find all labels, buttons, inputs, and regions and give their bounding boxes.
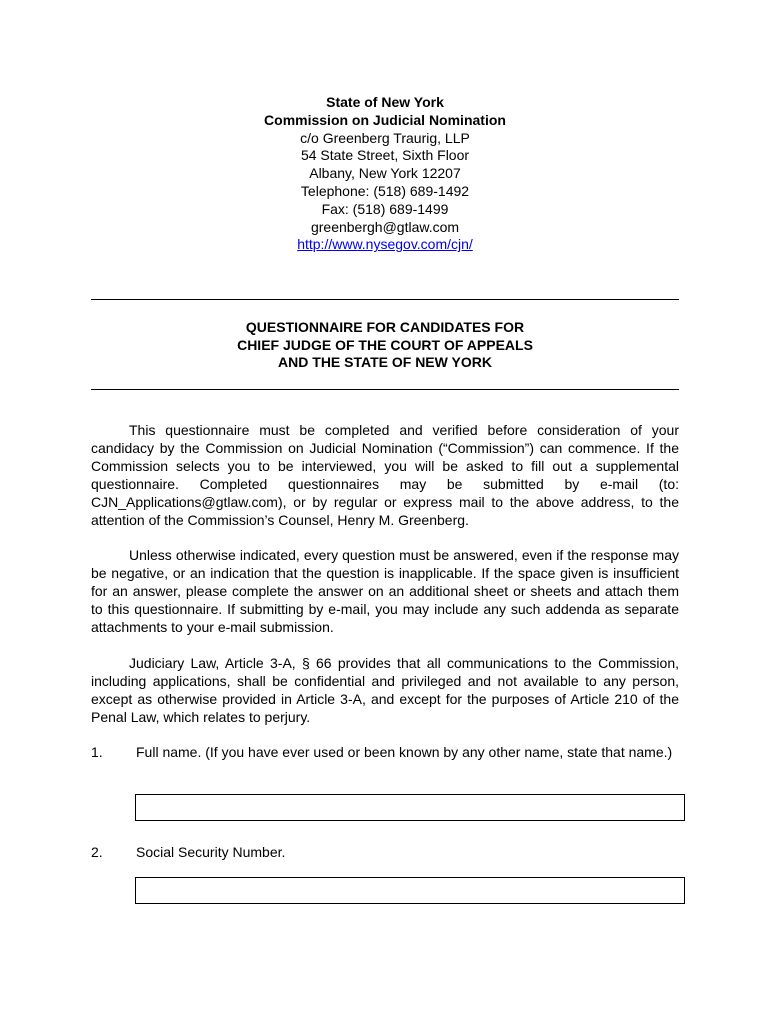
email-line: greenbergh@gtlaw.com bbox=[310, 218, 460, 235]
title-line-3: AND THE STATE OF NEW YORK bbox=[278, 354, 492, 370]
ssn-field[interactable] bbox=[135, 877, 685, 904]
title-line-1: QUESTIONNAIRE FOR CANDIDATES FOR bbox=[245, 319, 525, 335]
question-text: Social Security Number. bbox=[136, 844, 286, 860]
instructions-paragraph: Unless otherwise indicated, every question must be answered, even if the response may be negative, or an indication that the question is inapplicable. If the space given is insufficient for an answer, please complete the answer on an additional sheet or sheets and attach them to this questionnaire. If submitting by e-mail, you may include any such addenda as separate attachments to your e-mail submission. bbox=[91, 547, 679, 635]
top-divider bbox=[91, 299, 679, 300]
bottom-divider bbox=[91, 389, 679, 390]
intro-paragraph: This questionnaire must be completed and verified before consideration of your candidacy by the Commission on Judicial Nomination (“Commission”) can commence. If the Commission selects you to be interviewed, you will be asked to fill out a supplemental questionnaire. Completed questionnaires may be submitted by e-mail (to: CJN_Applications@gtlaw.com), or by regular or express mail to the above address, to the attention of the Commission’s Counsel, Henry M. Greenberg. bbox=[91, 422, 679, 528]
city-address: Albany, New York 12207 bbox=[309, 165, 461, 182]
care-of-line: c/o Greenberg Traurig, LLP bbox=[300, 129, 470, 146]
questionnaire-title bbox=[0, 319, 770, 372]
full-name-field[interactable] bbox=[135, 794, 685, 821]
letterhead bbox=[0, 94, 770, 254]
website-link[interactable]: http://www.nysegov.com/cjn/ bbox=[297, 236, 473, 253]
state-name: State of New York bbox=[326, 94, 444, 110]
question-text: Full name. (If you have ever used or been known by any other name, state that name.) bbox=[136, 744, 673, 760]
confidentiality-paragraph: Judiciary Law, Article 3-A, § 66 provides that all communications to the Commission, including applications, shall be confidential and privileged and not available to any person, except as otherwise provided in Article 3-A, and except for the purposes of Article 210 of the Penal Law, which relates to perjury. bbox=[91, 655, 679, 725]
telephone-line: Telephone: (518) 689-1492 bbox=[300, 182, 470, 199]
title-line-2: CHIEF JUDGE OF THE COURT OF APPEALS bbox=[237, 336, 533, 353]
question-number: 1. bbox=[91, 744, 103, 760]
fax-line: Fax: (518) 689-1499 bbox=[321, 200, 449, 217]
street-address: 54 State Street, Sixth Floor bbox=[300, 147, 470, 164]
question-number: 2. bbox=[91, 844, 103, 860]
commission-name: Commission on Judicial Nomination bbox=[264, 111, 506, 128]
